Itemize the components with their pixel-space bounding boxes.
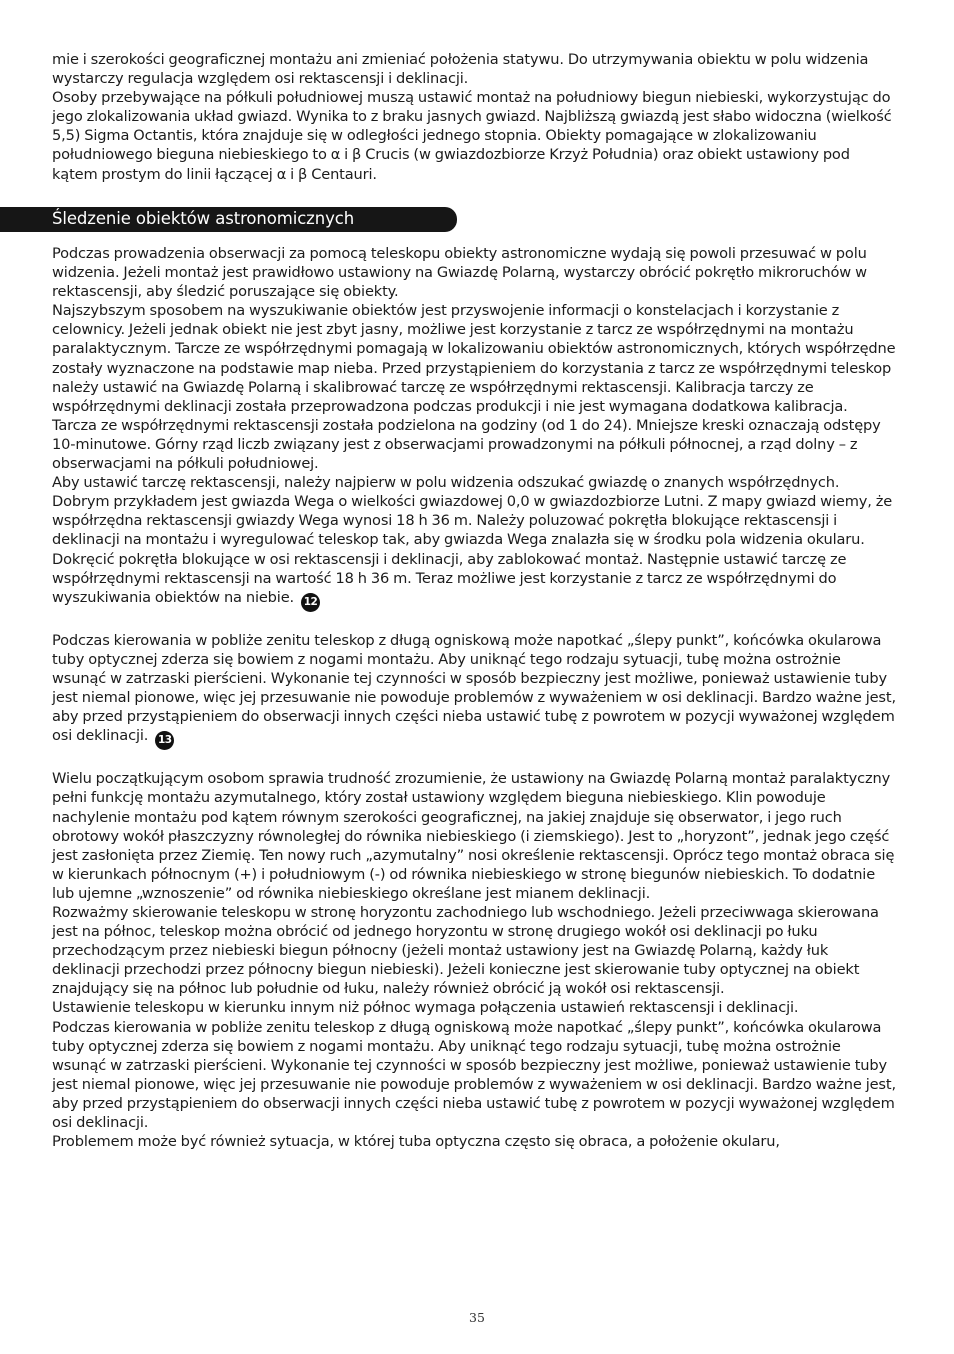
paragraph: Podczas prowadzenia obserwacji za pomocą teleskopu obiekty astronomiczne wydają się powoli przesuwać w polu widzenia. Jeżeli montaż jest prawidłowo ustawiony na Gwiazdę Polarną, wystarczy obrócić pokrętło mikroruchów w rektascensji, aby śledzić poruszające się obiekty.: [52, 245, 867, 301]
paragraph: Ustawienie teleskopu w kierunku innym niż północ wymaga połączenia ustawień rektascensji i deklinacji.: [52, 999, 799, 1017]
paragraph: Rozważmy skierowanie teleskopu w stronę horyzontu zachodniego lub wschodniego. Jeżeli przeciwwaga skierowana jest na północ, teleskop można obrócić od jednego horyzontu w stronę drugiego wokół osi deklinacji po łuku przechodzącym przez niebieski biegun północny (jeżeli montaż ustawiony jest na Gwiazdę Polarną, każdy łuk deklinacji przechodzi przez północny biegun niebieski). Jeżeli konieczne jest skierowanie tuby optycznej na obiekt znajdujący się na północ lub południe od łuku, należy również obrócić ją wokół osi rektascensji.: [52, 904, 879, 998]
paragraph: Podczas kierowania w pobliże zenitu teleskop z długą ogniskową może napotkać „ślepy punkt”, końcówka okularowa tuby optycznej zderza się bowiem z nogami montażu. Aby uniknąć tego rodzaju sytuacji, tubę można ostrożnie wsunąć w zatrzaski pierścieni. Wykonanie tej czynności w sposób bezpieczny jest możliwe, ponieważ ustawienie tuby jest niemal pionowe, więc jej przesuwanie nie powoduje problemów z wyważeniem w osi deklinacji. Bardzo ważne jest, aby przed przystąpieniem do obserwacji innych części nieba ustawić tubę z powrotem w pozycji wyważonej względem osi deklinacji.: [52, 1018, 896, 1132]
paragraph: Problemem może być również sytuacja, w której tuba optyczna często się obraca, a położenie okularu,: [52, 1133, 780, 1151]
paragraph: mie i szerokości geograficznej montażu ani zmieniać położenia statywu. Do utrzymywania obiektu w polu widzenia wystarczy regulacja względem osi rektascensji i deklinacji.: [52, 51, 869, 88]
paragraph: Osoby przebywające na półkuli południowej muszą ustawić montaż na południowy biegun niebieski, wykorzystując do jego zlokalizowania układ gwiazd. Wynika to z braku jasnych gwiazd. Najbliższą gwiazdą jest słabo widoczna (wielkość 5,5) Sigma Octantis, która znajduje się w odległości jednego stopnia. Obiekty pomagające w zlokalizowaniu południowego bieguna niebieskiego to α i β Crucis (w gwiazdozbiorze Krzyż Południa) oraz obiekt ustawiony pod kątem prostym do linii łączącej α i β Centauri.: [52, 89, 892, 183]
paragraph-with-figref: [52, 631, 898, 750]
page-number: 35: [469, 1310, 485, 1325]
paragraph-text: Podczas kierowania w pobliże zenitu teleskop z długą ogniskową może napotkać „ślepy punkt”, końcówka okularowa tuby optycznej zderza się bowiem z nogami montażu. Aby uniknąć tego rodzaju sytuacji, tubę można ostrożnie wsunąć w zatrzaski pierścieni. Wykonanie tej czynności w sposób bezpieczny jest możliwe, ponieważ ustawienie tuby jest niemal pionowe, więc jej przesuwanie nie powoduje problemów z wyważeniem w osi deklinacji. Bardzo ważne jest, aby przed przystąpieniem do obserwacji innych części nieba ustawić tubę z powrotem w pozycji wyważonej względem osi deklinacji.: [52, 631, 896, 745]
section-header: [0, 207, 457, 232]
figure-reference-badge: 13: [155, 731, 174, 750]
paragraph: Najszybszym sposobem na wyszukiwanie obiektów jest przyswojenie informacji o konstelacjach i korzystanie z celownicy. Jeżeli jednak obiekt nie jest zbyt jasny, możliwe jest korzystanie z tarcz ze współrzędnymi na montażu paralaktycznym. Tarcze ze współrzędnymi pomagają w lokalizowaniu obiektów astronomicznych, których współrzędne zostały wyznaczone na podstawie map nieba. Przed przystąpieniem do korzystania z tarcz ze współrzędnymi teleskop należy ustawić na Gwiazdę Polarną i skalibrować tarczę ze współrzędnymi rektascensji. Kalibracja tarczy ze współrzędnymi deklinacji została przeprowadzona podczas produkcji i nie jest wymagana dodatkowa kalibracja.: [52, 302, 896, 415]
paragraph-with-figref: [52, 473, 898, 612]
paragraph-text: Aby ustawić tarczę rektascensji, należy najpierw w polu widzenia odszukać gwiazdę o znanych współrzędnych. Dobrym przykładem jest gwiazda Wega o wielkości gwiazdowej 0,0 w gwiazdozbiorze Lutni. Z mapy gwiazd wiemy, że współrzędna rektascensji gwiazdy Wega wynosi 18 h 36 m. Należy poluzować pokrętła blokujące rektascensji i deklinacji na montażu i wyregulować teleskop tak, aby gwiazda Wega znalazła się w środku pola widzenia okularu. Dokręcić pokrętła blokujące w osi rektascensji i deklinacji, aby zablokować montaż. Następnie ustawić tarczę ze współrzędnymi rektascensji na wartość 18 h 36 m. Teraz możliwe jest korzystanie z tarcz ze współrzędnymi do wyszukiwania obiektów na niebie.: [52, 474, 893, 606]
figure-reference-badge: 12: [301, 593, 320, 612]
intro-text: [52, 50, 898, 184]
paragraph: Tarcza ze współrzędnymi rektascensji została podzielona na godziny (od 1 do 24). Mniejsze kreski oznaczają odstępy 10-minutowe. Górny rząd liczb związany jest z obserwacjami prowadzonymi na półkuli północnej, a rząd dolny – z obserwacjami na półkuli południowej.: [52, 416, 881, 473]
section-title: Śledzenie obiektów astronomicznych: [52, 209, 355, 228]
paragraph: Wielu początkującym osobom sprawia trudność zrozumienie, że ustawiony na Gwiazdę Polarną montaż paralaktyczny pełni funkcję montażu azymutalnego, który został ustawiony względem bieguna niebieskiego. Klin powoduje nachylenie montażu pod kątem równym szerokości geograficznej, na jakiej znajduje się obserwator, i jego ruch obrotowy wokół płaszczyzny równoległej do równika niebieskiego (i ziemskiego). Jest to „horyzont”, jednak jego część jest zasłonięta przez Ziemię. Ten nowy ruch „azymutalny” nosi określenie rektascensji. Oprócz tego montaż obraca się w kierunkach północnym (+) i południowym (-) od równika niebieskiego w stronę biegunów niebieskich. To dodatnie lub ujemne „wznoszenie” od równika niebieskiego określane jest mianem deklinacji.: [52, 770, 895, 902]
section-body: [52, 244, 898, 1151]
